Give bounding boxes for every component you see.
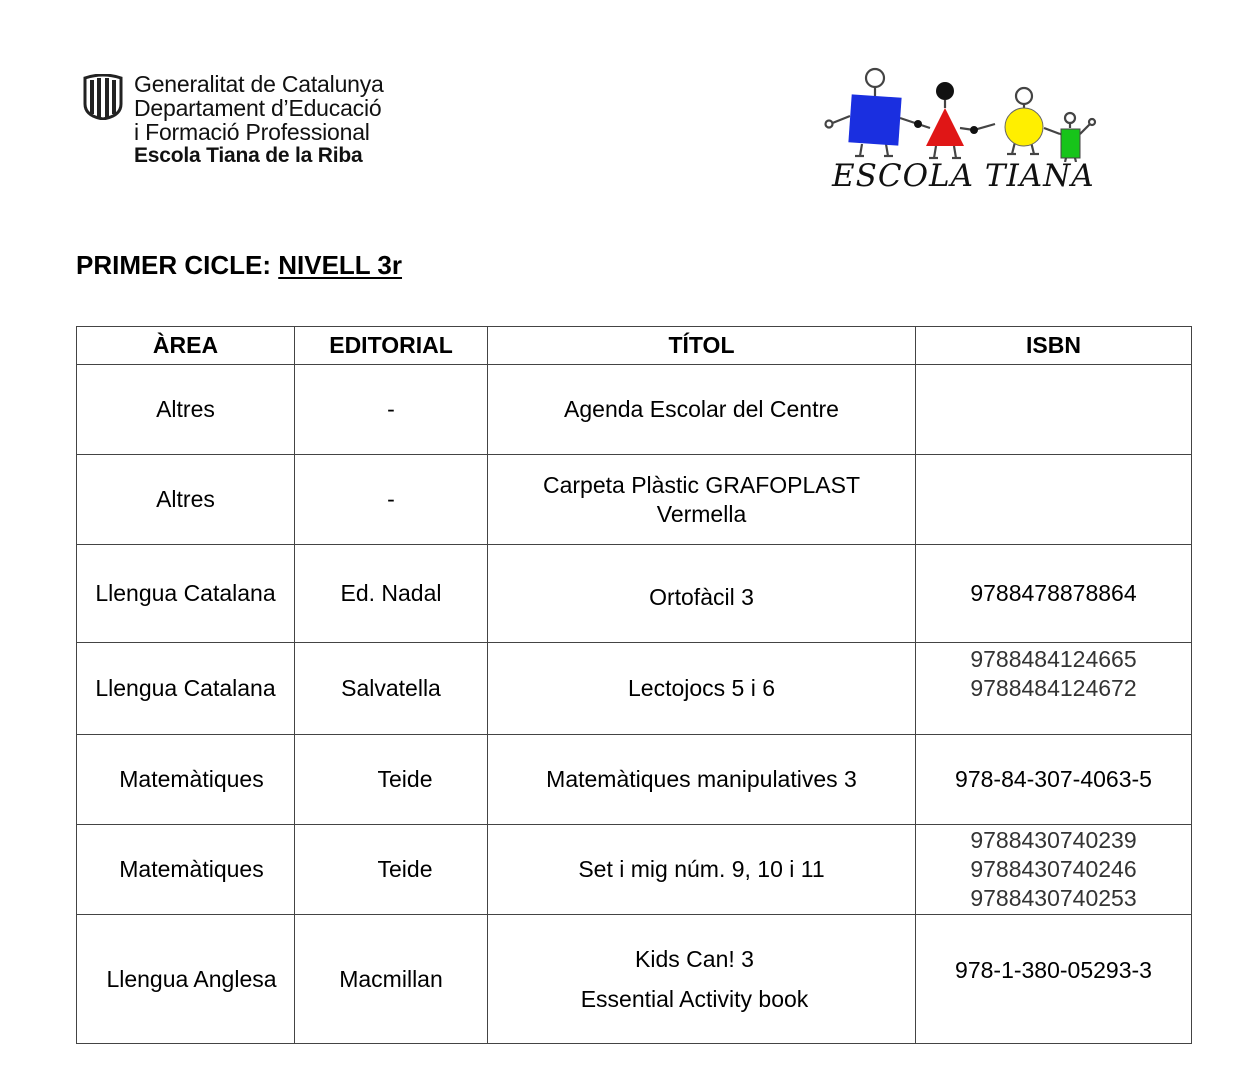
table-row (77, 643, 1192, 735)
isbn-line: 978-1-380-05293-3 (955, 956, 1152, 983)
area-cell: Altres (77, 455, 295, 545)
blue-square-figure (848, 94, 901, 145)
column-header-isbn: ISBN (916, 327, 1192, 365)
title-line: Essential Activity book (580, 985, 809, 1012)
title-line: Ortofàcil 3 (649, 584, 754, 610)
title-cell (488, 735, 916, 825)
area-cell: Llengua Catalana (77, 545, 295, 643)
title-cell (488, 545, 916, 643)
yellow-circle-figure (1005, 108, 1043, 146)
editorial-cell: - (295, 455, 488, 545)
isbn-line: 9788484124665 (970, 646, 1137, 672)
title-cell (488, 915, 916, 1044)
editorial-cell: Salvatella (295, 643, 488, 735)
title-line: Agenda Escolar del Centre (564, 396, 839, 422)
isbn-cell (916, 455, 1192, 545)
isbn-cell (916, 735, 1192, 825)
isbn-line: 9788430740239 (970, 827, 1137, 853)
title-line: Kids Can! 3 (635, 945, 754, 972)
school-name: Escola Tiana de la Riba (134, 144, 363, 167)
school-figures-icon (822, 66, 1102, 162)
area-cell: Altres (77, 365, 295, 455)
area-cell: Matemàtiques (77, 825, 295, 915)
title-cell (488, 365, 916, 455)
editorial-cell: Teide (295, 735, 488, 825)
editorial-cell: Ed. Nadal (295, 545, 488, 643)
isbn-cell (916, 915, 1192, 1044)
isbn-line: 9788430740253 (970, 885, 1137, 911)
title-cell (488, 643, 916, 735)
isbn-line: 978-84-307-4063-5 (955, 766, 1152, 792)
table-row (77, 915, 1192, 1044)
title-cell (488, 825, 916, 915)
editorial-cell: Teide (295, 825, 488, 915)
title-line: Set i mig núm. 9, 10 i 11 (578, 856, 825, 882)
red-figure-head (936, 82, 954, 100)
editorial-cell: Macmillan (295, 915, 488, 1044)
table-row (77, 365, 1192, 455)
area-cell: Llengua Catalana (77, 643, 295, 735)
isbn-line: 9788478878864 (970, 580, 1137, 606)
table-row (77, 545, 1192, 643)
column-header-area: ÀREA (77, 327, 295, 365)
generalitat-logo (82, 72, 384, 168)
institution-line: i Formació Professional (134, 119, 370, 145)
level-label: NIVELL 3r (278, 250, 403, 280)
title-line: Vermella (656, 500, 747, 527)
area-cell: Llengua Anglesa (77, 915, 295, 1044)
column-header-title: TÍTOL (488, 327, 916, 365)
escola-tiana-logo (822, 66, 1102, 198)
table-row (77, 735, 1192, 825)
isbn-cell (916, 825, 1192, 915)
title-line: Carpeta Plàstic GRAFOPLAST (543, 471, 860, 498)
title-line: Matemàtiques manipulatives 3 (546, 766, 857, 792)
title-cell (488, 455, 916, 545)
institution-line: Departament d’Educació (134, 95, 382, 121)
isbn-cell (916, 365, 1192, 455)
column-header-editorial: EDITORIAL (295, 327, 488, 365)
table-header-row (77, 327, 1192, 365)
isbn-cell (916, 643, 1192, 735)
page-title (76, 250, 402, 281)
books-table (76, 326, 1192, 1044)
logo-text: ESCOLA TIANA (832, 158, 1095, 194)
title-line: Lectojocs 5 i 6 (627, 675, 776, 701)
generalitat-emblem-icon (82, 74, 124, 120)
table-row (77, 825, 1192, 915)
red-triangle-figure (926, 108, 964, 146)
isbn-cell (916, 545, 1192, 643)
green-rect-figure (1061, 129, 1080, 158)
cycle-label: PRIMER CICLE: (76, 250, 271, 280)
isbn-line: 9788484124672 (970, 675, 1137, 701)
isbn-line: 9788430740246 (970, 856, 1137, 882)
generalitat-text (134, 72, 384, 168)
area-cell: Matemàtiques (77, 735, 295, 825)
table-row (77, 455, 1192, 545)
institution-line: Generalitat de Catalunya (134, 71, 384, 97)
editorial-cell: - (295, 365, 488, 455)
